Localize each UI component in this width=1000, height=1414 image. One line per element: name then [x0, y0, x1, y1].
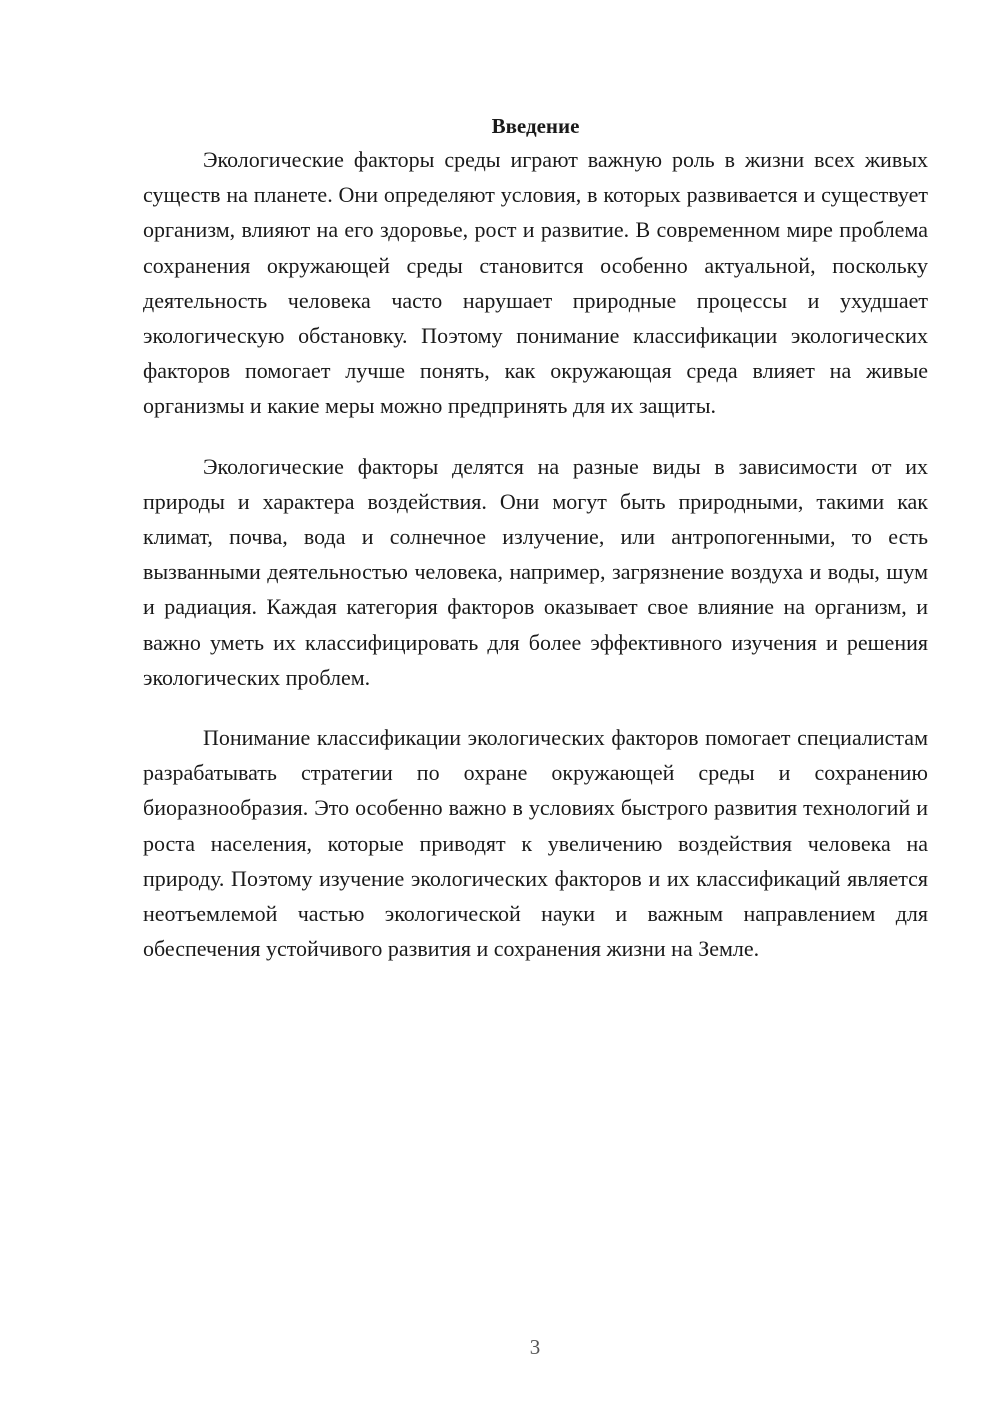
page-number: 3 — [529, 1335, 541, 1359]
body-text — [143, 142, 928, 991]
page-title: Введение — [491, 114, 580, 139]
paragraph-2: Экологические факторы делятся на разные виды в зависимости от их природы и характера воздействия. Они могут быть природными, такими как климат, почва, вода и солнечное излучение, или антропогенными, то есть вызванными деятельностью человека, например, загрязнение воздуха и воды, шум и радиация. Каждая категория факторов оказывает свое влияние на организм, и важно уметь их классифицировать для более эффективного изучения и решения экологических проблем. — [143, 453, 928, 690]
paragraph-3: Понимание классификации экологических факторов помогает специалистам разрабатывать стратегии по охране окружающей среды и сохранению биоразнообразия. Это особенно важно в условиях быстрого развития технологий и роста населения, которые приводят к увеличению воздействия человека на природу. Поэтому изучение экологических факторов и их классификаций является неотъемлемой частью экологической науки и важным направлением для обеспечения устойчивого развития и сохранения жизни на Земле. — [143, 725, 928, 962]
paragraph-1: Экологические факторы среды играют важную роль в жизни всех живых существ на планете. Они определяют условия, в которых развивается и существует организм, влияют на его здоровье, рост и развитие. В современном мире проблема сохранения окружающей среды становится особенно актуальной, поскольку деятельность человека часто нарушает природные процессы и ухудшает экологическую обстановку. Поэтому понимание классификации экологических факторов помогает лучше понять, как окружающая среда влияет на живые организмы и какие меры можно предпринять для их защиты. — [143, 147, 928, 419]
